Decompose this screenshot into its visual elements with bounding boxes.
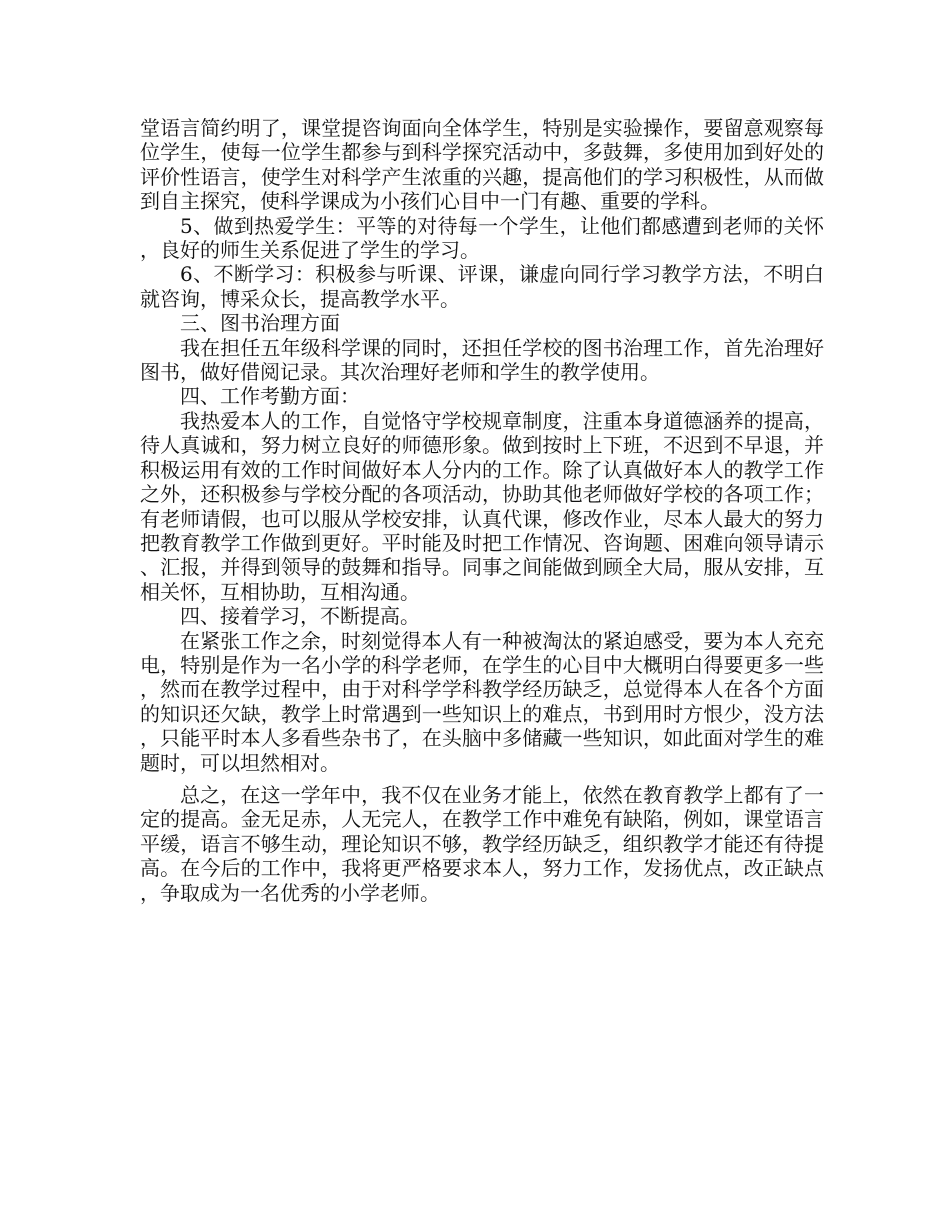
- paragraph-love-students: 5、做到热爱学生：平等的对待每一个学生，让他们都感遭到老师的关怀，良好的师生关系促进了学生的学习。: [140, 213, 824, 263]
- paragraph-attendance: 我热爱本人的工作，自觉恪守学校规章制度，注重本身道德涵养的提高，待人真诚和，努力树立良好的师德形象。做到按时上下班，不迟到不早退，并积极运用有效的工作时间做好本人分内的工作。除了认真做好本人的教学工作之外，还积极参与学校分配的各项活动，协助其他老师做好学校的各项工作；有老师请假，也可以服从学校安排，认真代课，修改作业，尽本人最大的努力把教育教学工作做到更好。平时能及时把工作情况、咨询题、困难向领导请示、汇报，并得到领导的鼓舞和指导。同事之间能做到顾全大局，服从安排，互相关怀，互相协助，互相沟通。: [140, 408, 824, 604]
- paragraph-continue-learning: 在紧张工作之余，时刻觉得本人有一种被淘汰的紧迫感受，要为本人充充电，特别是作为一名小学的科学老师，在学生的心目中大概明白得要更多一些，然而在教学过程中，由于对科学学科教学经历缺乏，总觉得本人在各个方面的知识还欠缺，教学上时常遇到一些知识上的难点，书到用时方恨少，没方法，只能平时本人多看些杂书了，在头脑中多储藏一些知识，如此面对学生的难题时，可以坦然相对。: [140, 628, 824, 775]
- paragraph-summary: 总之，在这一学年中，我不仅在业务才能上，依然在教育教学上都有了一定的提高。金无足赤，人无完人，在教学工作中难免有缺陷，例如，课堂语言平缓，语言不够生动，理论知识不够，教学经历缺乏，组织教学才能还有待提高。在今后的工作中，我将更严格要求本人，努力工作，发扬优点，改正缺点，争取成为一名优秀的小学老师。: [140, 782, 824, 905]
- section-heading-library: 三、图书治理方面: [180, 311, 340, 336]
- document-page: [140, 116, 824, 905]
- paragraph-library: 我在担任五年级科学课的同时，还担任学校的图书治理工作，首先治理好图书，做好借阅记录。其次治理好老师和学生的教学使用。: [140, 335, 824, 385]
- paragraph-continuation: 堂语言简约明了，课堂提咨询面向全体学生，特别是实验操作，要留意观察每位学生，使每一位学生都参与到科学探究活动中，多鼓舞，多使用加到好处的评价性语言，使学生对科学产生浓重的兴趣，提高他们的学习积极性，从而做到自主探究，使科学课成为小孩们心目中一门有趣、重要的学科。: [140, 116, 824, 214]
- section-heading-attendance: 四、工作考勤方面：: [180, 384, 360, 409]
- paragraph-keep-learning: 6、不断学习：积极参与听课、评课，谦虚向同行学习教学方法，不明白就咨询，博采众长，提高教学水平。: [140, 262, 824, 311]
- section-heading-continue-learning: 四、接着学习，不断提高。: [180, 604, 420, 629]
